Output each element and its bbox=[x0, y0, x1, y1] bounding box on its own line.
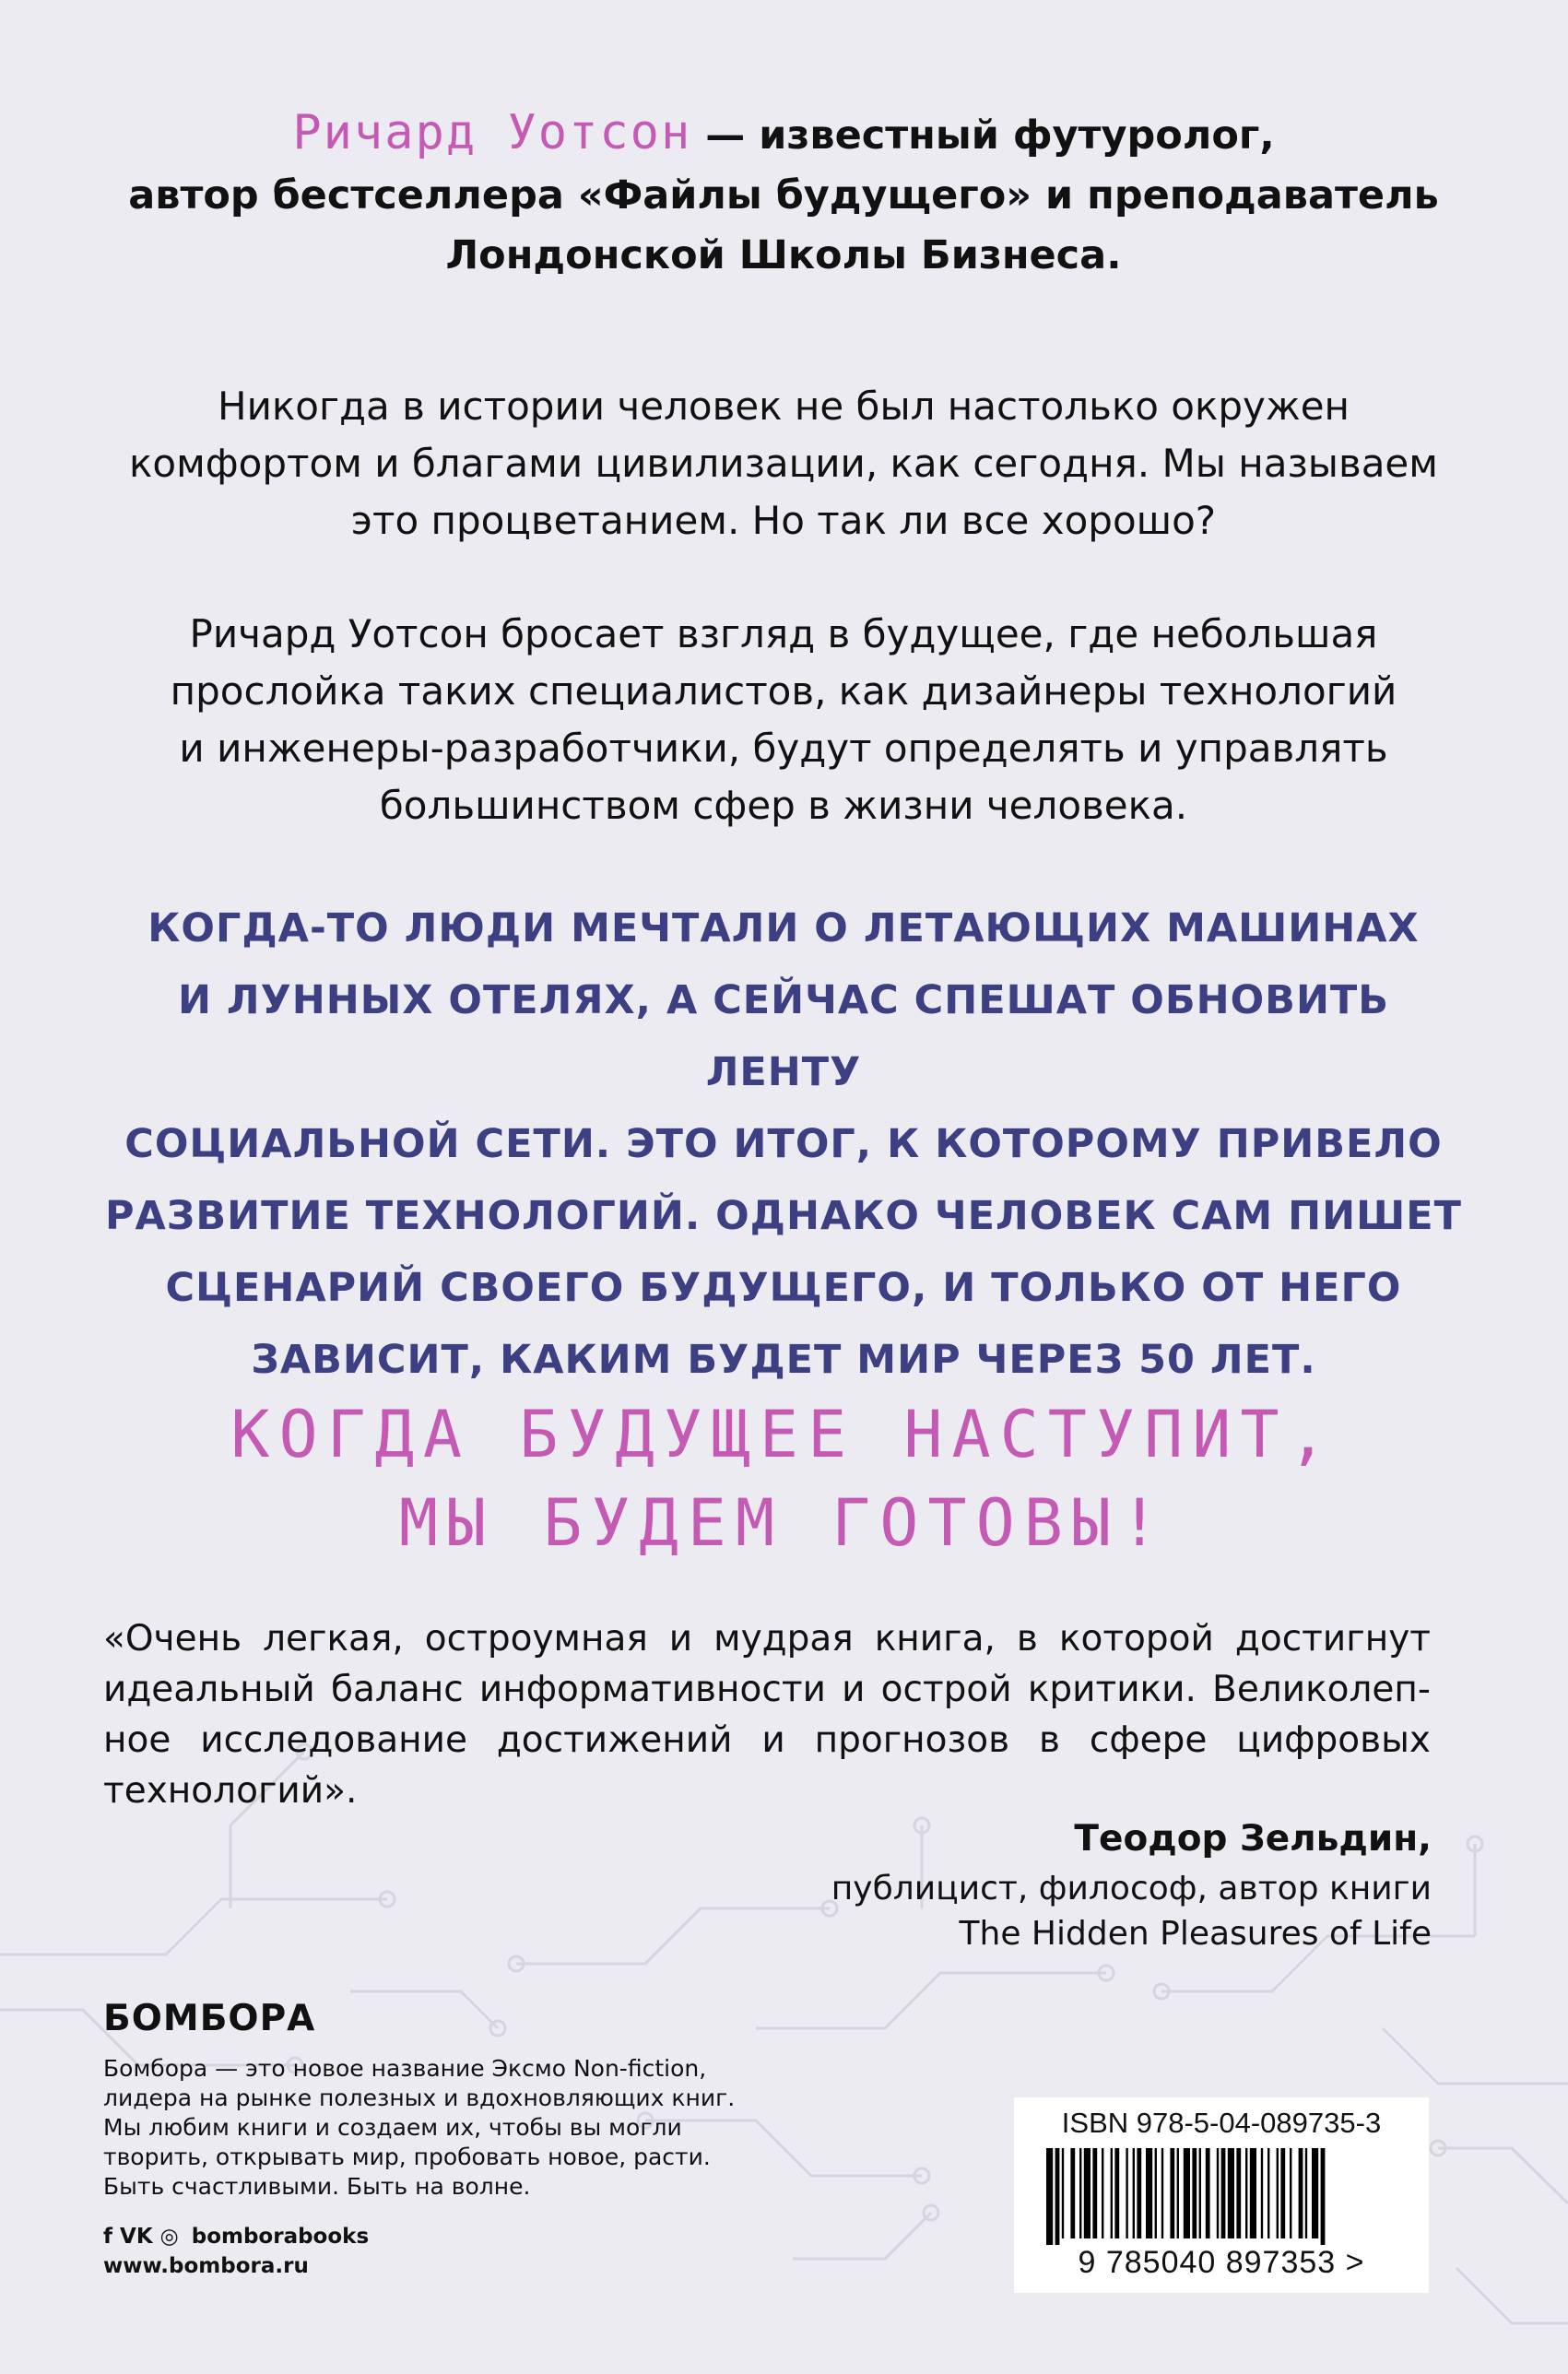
barcode-bar bbox=[1170, 2148, 1174, 2238]
social-handle[interactable]: bomborabooks bbox=[191, 2225, 370, 2249]
barcode-bar bbox=[1133, 2148, 1135, 2238]
barcode-bar bbox=[1267, 2148, 1269, 2238]
barcode-bar bbox=[1079, 2148, 1081, 2238]
paragraph-1-line: это процветанием. Но так ли все хорошо? bbox=[350, 498, 1217, 543]
barcode-bar bbox=[1305, 2148, 1307, 2238]
barcode-bar bbox=[1221, 2148, 1226, 2238]
quote-line: технологий». bbox=[103, 1770, 358, 1812]
caps-line: И ЛУННЫХ ОТЕЛЯХ, А СЕЙЧАС СПЕШАТ ОБНОВИТЬ ЛЕНТУ bbox=[177, 977, 1390, 1095]
barcode-bar bbox=[1245, 2148, 1247, 2238]
barcode-block bbox=[1014, 2097, 1429, 2293]
author-intro-line-2: автор бестселлера «Файлы будущего» и преподаватель bbox=[128, 172, 1439, 219]
barcode-bar bbox=[1111, 2148, 1113, 2238]
barcode-bar bbox=[1055, 2148, 1060, 2245]
barcode-bar bbox=[1199, 2148, 1201, 2238]
publisher-logo: БОМБОРА bbox=[103, 1998, 316, 2039]
quote-line: «Очень легкая, остроумная и мудрая книга, в которой достигнут bbox=[103, 1618, 1431, 1659]
caps-line: ЗАВИСИТ, КАКИМ БУДЕТ МИР ЧЕРЕЗ 50 ЛЕТ. bbox=[251, 1337, 1316, 1383]
barcode-bar bbox=[1092, 2148, 1097, 2238]
caps-line: РАЗВИТИЕ ТЕХНОЛОГИЙ. ОДНАКО ЧЕЛОВЕК САМ ПИШЕТ bbox=[105, 1193, 1462, 1239]
paragraph-1-line: Никогда в истории человек не был настолько окружен bbox=[218, 384, 1350, 429]
slogan-line: КОГДА БУДУЩЕЕ НАСТУПИТ, bbox=[230, 1397, 1337, 1472]
barcode-bar bbox=[1146, 2148, 1152, 2238]
author-intro-line-3: Лондонской Школы Бизнеса. bbox=[445, 232, 1122, 278]
barcode-bar bbox=[1250, 2148, 1256, 2238]
quote-author-name: Теодор Зельдин, bbox=[1074, 1818, 1432, 1860]
author-intro-line-1 bbox=[92, 103, 1475, 166]
barcode-bar bbox=[1192, 2148, 1197, 2238]
paragraph-2 bbox=[101, 606, 1466, 834]
paragraph-2-line: большинством сфер в жизни человека. bbox=[379, 783, 1188, 828]
author-name: Ричард Уотсон bbox=[292, 105, 692, 160]
barcode-bar bbox=[1062, 2148, 1064, 2238]
paragraph-1 bbox=[101, 378, 1466, 549]
barcode-bar bbox=[1177, 2148, 1179, 2238]
isbn-number: ISBN 978-5-04-089735-3 bbox=[1061, 2107, 1382, 2139]
barcode-bar bbox=[1236, 2148, 1241, 2238]
barcode-bar bbox=[1280, 2148, 1285, 2238]
publisher-description-line: Мы любим книги и создаем их, чтобы вы могли bbox=[103, 2114, 682, 2141]
caps-line: СОЦИАЛЬНОЙ СЕТИ. ЭТО ИТОГ, К КОТОРОМУ ПРИВЕЛО bbox=[124, 1121, 1443, 1167]
review-quote bbox=[103, 1613, 1431, 1816]
barcode-bar bbox=[1312, 2148, 1318, 2238]
quote-author-book: The Hidden Pleasures of Life bbox=[959, 1915, 1432, 1953]
barcode-bar bbox=[1070, 2148, 1075, 2238]
quote-line: идеальный баланс информативности и острой критики. Великолеп- bbox=[103, 1669, 1431, 1710]
caps-line: СЦЕНАРИЙ СВОЕГО БУДУЩЕГО, И ТОЛЬКО ОТ НЕГО bbox=[165, 1265, 1402, 1311]
barcode-digits: 9 785040 897353 > bbox=[1078, 2245, 1365, 2280]
social-media-icons[interactable]: f VK ◎ bbox=[103, 2225, 179, 2249]
paragraph-2-line: и инженеры-разработчики, будут определять и управлять bbox=[179, 726, 1388, 771]
barcode-bar bbox=[1277, 2148, 1279, 2238]
publisher-description-line: творить, открывать мир, пробовать новое, расти. bbox=[103, 2144, 711, 2170]
barcode-bar bbox=[1137, 2148, 1141, 2238]
social-links bbox=[103, 2225, 369, 2249]
website-link[interactable]: www.bombora.ru bbox=[103, 2254, 309, 2278]
quote-line: ное исследование достижений и прогнозов в сфере цифровых bbox=[103, 1719, 1431, 1761]
barcode-bar bbox=[1102, 2148, 1103, 2238]
barcode-image bbox=[1046, 2148, 1397, 2245]
barcode-bar bbox=[1299, 2148, 1303, 2238]
barcode-bar bbox=[1321, 2148, 1326, 2245]
publisher-description bbox=[103, 2054, 804, 2202]
barcode-bar bbox=[1161, 2148, 1163, 2238]
paragraph-1-line: комфортом и благами цивилизации, как сегодня. Мы называем bbox=[129, 441, 1438, 486]
barcode-bar bbox=[1228, 2148, 1234, 2238]
publisher-description-line: лидера на рынке полезных и вдохновляющих книг. bbox=[103, 2085, 736, 2111]
author-intro-line-1-rest: — известный футуролог, bbox=[705, 112, 1275, 159]
barcode-bar bbox=[1184, 2148, 1190, 2238]
slogan-line: МЫ БУДЕМ ГОТОВЫ! bbox=[398, 1485, 1169, 1561]
barcode-bar bbox=[1114, 2148, 1119, 2238]
caps-statement bbox=[101, 892, 1466, 1396]
caps-line: КОГДА-ТО ЛЮДИ МЕЧТАЛИ О ЛЕТАЮЩИХ МАШИНАХ bbox=[147, 905, 1420, 951]
paragraph-2-line: Ричард Уотсон бросает взгляд в будущее, где небольшая bbox=[189, 611, 1378, 656]
barcode-bar bbox=[1217, 2148, 1219, 2238]
paragraph-2-line: прослойка таких специалистов, как дизайнеры технологий bbox=[170, 668, 1397, 714]
barcode-bar bbox=[1046, 2148, 1053, 2245]
author-intro bbox=[92, 103, 1475, 286]
barcode-bar bbox=[1126, 2148, 1127, 2238]
slogan bbox=[92, 1390, 1475, 1567]
publisher-description-line: Быть счастливыми. Быть на волне. bbox=[103, 2173, 531, 2200]
publisher-description-line: Бомбора — это новое название Эксмо Non-fiction, bbox=[103, 2055, 707, 2082]
barcode-bar bbox=[1155, 2148, 1157, 2238]
barcode-bar bbox=[1261, 2148, 1263, 2238]
barcode-bar bbox=[1084, 2148, 1091, 2238]
barcode-bar bbox=[1290, 2148, 1291, 2238]
barcode-bar bbox=[1206, 2148, 1210, 2238]
quote-author-role: публицист, философ, автор книги bbox=[831, 1870, 1432, 1907]
